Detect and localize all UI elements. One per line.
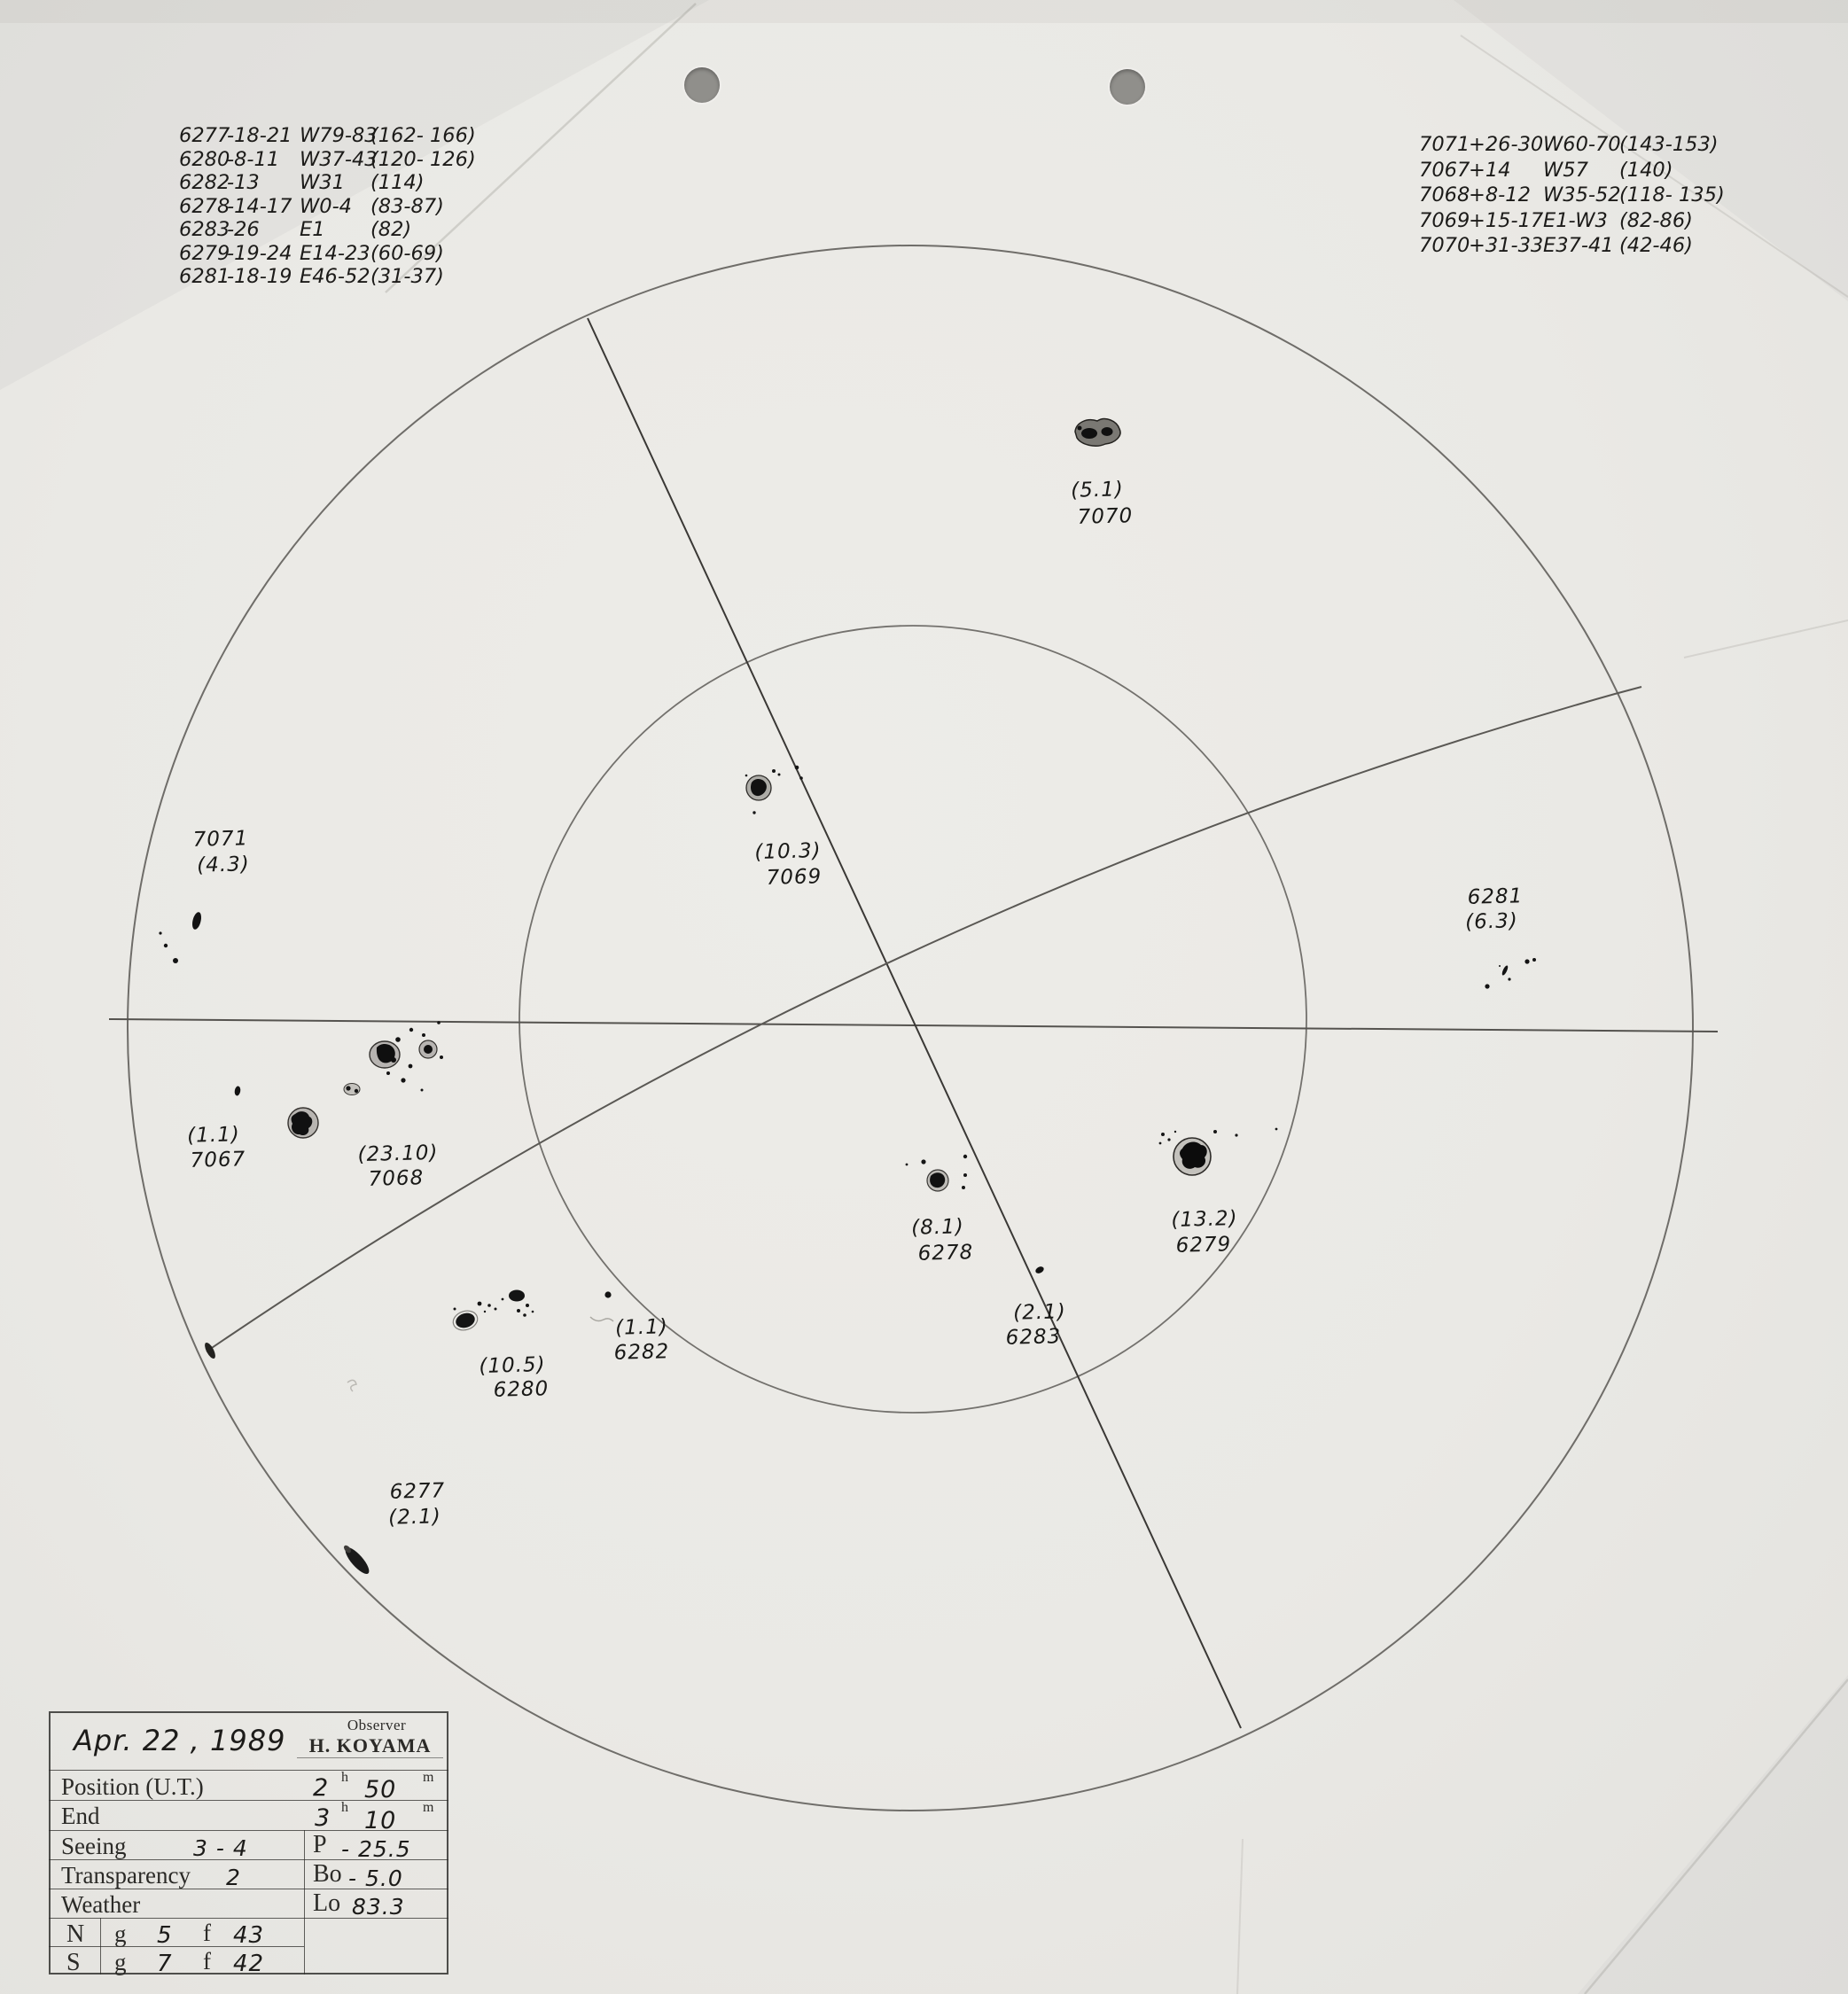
seeing-value: 3 - 4	[193, 1835, 248, 1861]
spot-label-6278-number: 6278	[917, 1241, 974, 1266]
longitude: E1	[300, 218, 325, 241]
group-number: 7069	[1419, 208, 1470, 232]
latitude: +31-33	[1469, 234, 1544, 257]
list-row	[179, 242, 476, 266]
lo-value: 83.3	[352, 1894, 405, 1920]
latitude: +8-12	[1469, 183, 1531, 206]
longitude: W60-70	[1543, 133, 1621, 156]
group-number: 6280	[179, 147, 230, 171]
minute-unit: m	[423, 1800, 434, 1815]
spots-label: f	[203, 1948, 211, 1975]
list-row	[179, 148, 476, 172]
spot-label-7067-area: (1.1)	[186, 1123, 241, 1148]
spot-label-6283-number: 6283	[1005, 1325, 1062, 1350]
position-hour-value: 2	[313, 1774, 330, 1802]
solar-disk-circle	[128, 245, 1693, 1811]
group-number: 7070	[1419, 234, 1470, 257]
p-angle-label: P	[313, 1831, 327, 1858]
carrington-longitude: (83-87)	[370, 194, 444, 218]
spot-label-7068-area: (23.10)	[357, 1141, 439, 1167]
spot-label-6282-number: 6282	[613, 1340, 670, 1365]
north-groups-value: 5	[157, 1922, 173, 1949]
group-number: 7067	[1419, 158, 1470, 182]
lo-label: Lo	[313, 1889, 341, 1917]
carrington-longitude: (60-69)	[370, 241, 444, 265]
list-row	[179, 195, 476, 219]
groups-label: g	[114, 1920, 127, 1947]
spot-label-6279-number: 6279	[1175, 1233, 1232, 1258]
bo-label: Bo	[313, 1860, 342, 1888]
spot-label-6281-area: (6.3)	[1464, 909, 1519, 934]
carrington-longitude: (31-37)	[370, 265, 444, 288]
position-label: Position (U.T.)	[61, 1773, 204, 1800]
spot-label-7067-number: 7067	[190, 1148, 246, 1172]
carrington-longitude: (42-46)	[1619, 234, 1693, 257]
carrington-longitude: (118- 135)	[1619, 183, 1725, 206]
longitude: E14-23	[300, 241, 370, 265]
position-minute-value: 50	[364, 1776, 397, 1803]
sunspot-group-6282	[590, 1291, 613, 1321]
spot-label-6281-number: 6281	[1467, 884, 1524, 909]
hour-unit: h	[341, 1800, 348, 1815]
south-spots-value: 42	[233, 1951, 265, 1977]
longitude: W31	[300, 171, 345, 194]
group-number: 6278	[179, 194, 230, 218]
carrington-longitude: (114)	[370, 171, 425, 194]
longitude: E1-W3	[1543, 208, 1608, 232]
spot-label-7069-number: 7069	[766, 865, 823, 890]
latitude: -8-11	[227, 147, 280, 171]
spot-label-6277-area: (2.1)	[387, 1505, 442, 1530]
transparency-value: 2	[226, 1865, 241, 1890]
south-groups-value: 7	[157, 1951, 173, 1977]
list-row	[179, 124, 476, 148]
observer-label: Observer	[347, 1717, 407, 1733]
weather-label: Weather	[61, 1891, 141, 1918]
longitude: W37-43	[300, 147, 378, 171]
spot-label-7071-area: (4.3)	[196, 853, 251, 877]
north-spots-value: 43	[233, 1922, 265, 1949]
latitude: -19-24	[227, 241, 292, 265]
sunspot-group-6279	[1159, 1128, 1278, 1175]
end-hour-value: 3	[315, 1804, 331, 1832]
spot-label-6280-area: (10.5)	[479, 1353, 546, 1378]
list-row	[1419, 183, 1725, 208]
north-label: N	[66, 1920, 85, 1948]
spot-label-7068-number: 7068	[368, 1166, 425, 1191]
list-row	[179, 171, 476, 195]
group-position-list-south	[179, 124, 476, 289]
latitude: -18-21	[227, 124, 292, 147]
latitude: +14	[1469, 158, 1511, 182]
group-number: 6279	[179, 241, 230, 265]
list-row	[1419, 132, 1725, 158]
list-row	[179, 265, 476, 289]
observation-data-table	[49, 1711, 448, 1975]
spot-label-7070-number: 7070	[1077, 504, 1134, 529]
hour-unit: h	[341, 1770, 348, 1785]
spot-label-7070-area: (5.1)	[1070, 478, 1125, 502]
longitude: W0-4	[300, 194, 352, 218]
observation-date: Apr. 22 , 1989	[74, 1724, 286, 1757]
spot-label-6279-area: (13.2)	[1171, 1207, 1238, 1232]
groups-label: g	[114, 1949, 127, 1975]
latitude: -14-17	[227, 194, 292, 218]
seeing-label: Seeing	[61, 1833, 127, 1859]
drift-curve-limb-mark	[203, 1341, 217, 1359]
table-divider	[100, 1918, 101, 1975]
table-divider	[304, 1830, 305, 1975]
longitude: W79-83	[300, 124, 378, 147]
carrington-longitude: (82-86)	[1619, 208, 1693, 232]
latitude: -13	[227, 171, 260, 194]
group-number: 7068	[1419, 183, 1470, 206]
end-label: End	[61, 1803, 100, 1829]
sunspot-group-7071	[159, 911, 202, 963]
carrington-longitude: (140)	[1619, 158, 1673, 182]
group-number: 7071	[1419, 133, 1470, 156]
bo-value: - 5.0	[348, 1865, 403, 1891]
sunspot-group-6283	[1034, 1266, 1045, 1275]
carrington-longitude: (162- 166)	[370, 124, 476, 147]
spots-label: f	[203, 1920, 211, 1946]
sunspot-group-7068	[344, 1021, 443, 1094]
spot-label-7071-number: 7071	[192, 827, 249, 852]
spot-label-6280-number: 6280	[493, 1377, 550, 1402]
list-row	[1419, 233, 1725, 259]
transparency-label: Transparency	[61, 1862, 191, 1889]
sunspot-group-6280	[450, 1290, 534, 1334]
longitude: E46-52	[300, 265, 370, 288]
spot-label-6283-area: (2.1)	[1012, 1300, 1067, 1325]
spot-label-6282-area: (1.1)	[614, 1315, 669, 1340]
sunspot-group-7069	[745, 766, 803, 814]
list-row	[1419, 158, 1725, 183]
sunspot-group-7067	[234, 1086, 318, 1138]
group-number: 6277	[179, 124, 230, 147]
minute-unit: m	[423, 1770, 434, 1785]
longitude: W35-52	[1543, 183, 1621, 206]
latitude: +26-30	[1469, 133, 1544, 156]
observer-name: H. KOYAMA	[297, 1734, 443, 1758]
p-angle-value: - 25.5	[341, 1836, 411, 1862]
list-row	[179, 218, 476, 242]
group-number: 6283	[179, 218, 230, 241]
latitude: -26	[227, 218, 260, 241]
end-minute-value: 10	[364, 1807, 397, 1834]
list-row	[1419, 208, 1725, 234]
table-rule	[49, 1946, 304, 1947]
spot-label-6278-area: (8.1)	[910, 1215, 965, 1240]
group-number: 6281	[179, 265, 230, 288]
sunspot-group-6277	[342, 1544, 373, 1577]
latitude: +15-17	[1469, 208, 1544, 232]
carrington-longitude: (120- 126)	[370, 147, 476, 171]
group-position-list-north	[1419, 132, 1725, 259]
spot-label-6277-number: 6277	[389, 1479, 446, 1504]
south-label: S	[66, 1949, 81, 1976]
spot-label-7069-area: (10.3)	[754, 839, 822, 864]
carrington-longitude: (143-153)	[1619, 133, 1719, 156]
longitude: W57	[1543, 158, 1588, 182]
group-number: 6282	[179, 171, 230, 194]
sunspot-group-7070	[1075, 419, 1120, 447]
longitude: E37-41	[1543, 234, 1614, 257]
latitude: -18-19	[227, 265, 292, 288]
sunspot-group-6281	[1485, 958, 1536, 989]
table-rule	[49, 1770, 448, 1771]
sunspot-group-6278	[906, 1155, 968, 1191]
carrington-longitude: (82)	[370, 218, 412, 241]
